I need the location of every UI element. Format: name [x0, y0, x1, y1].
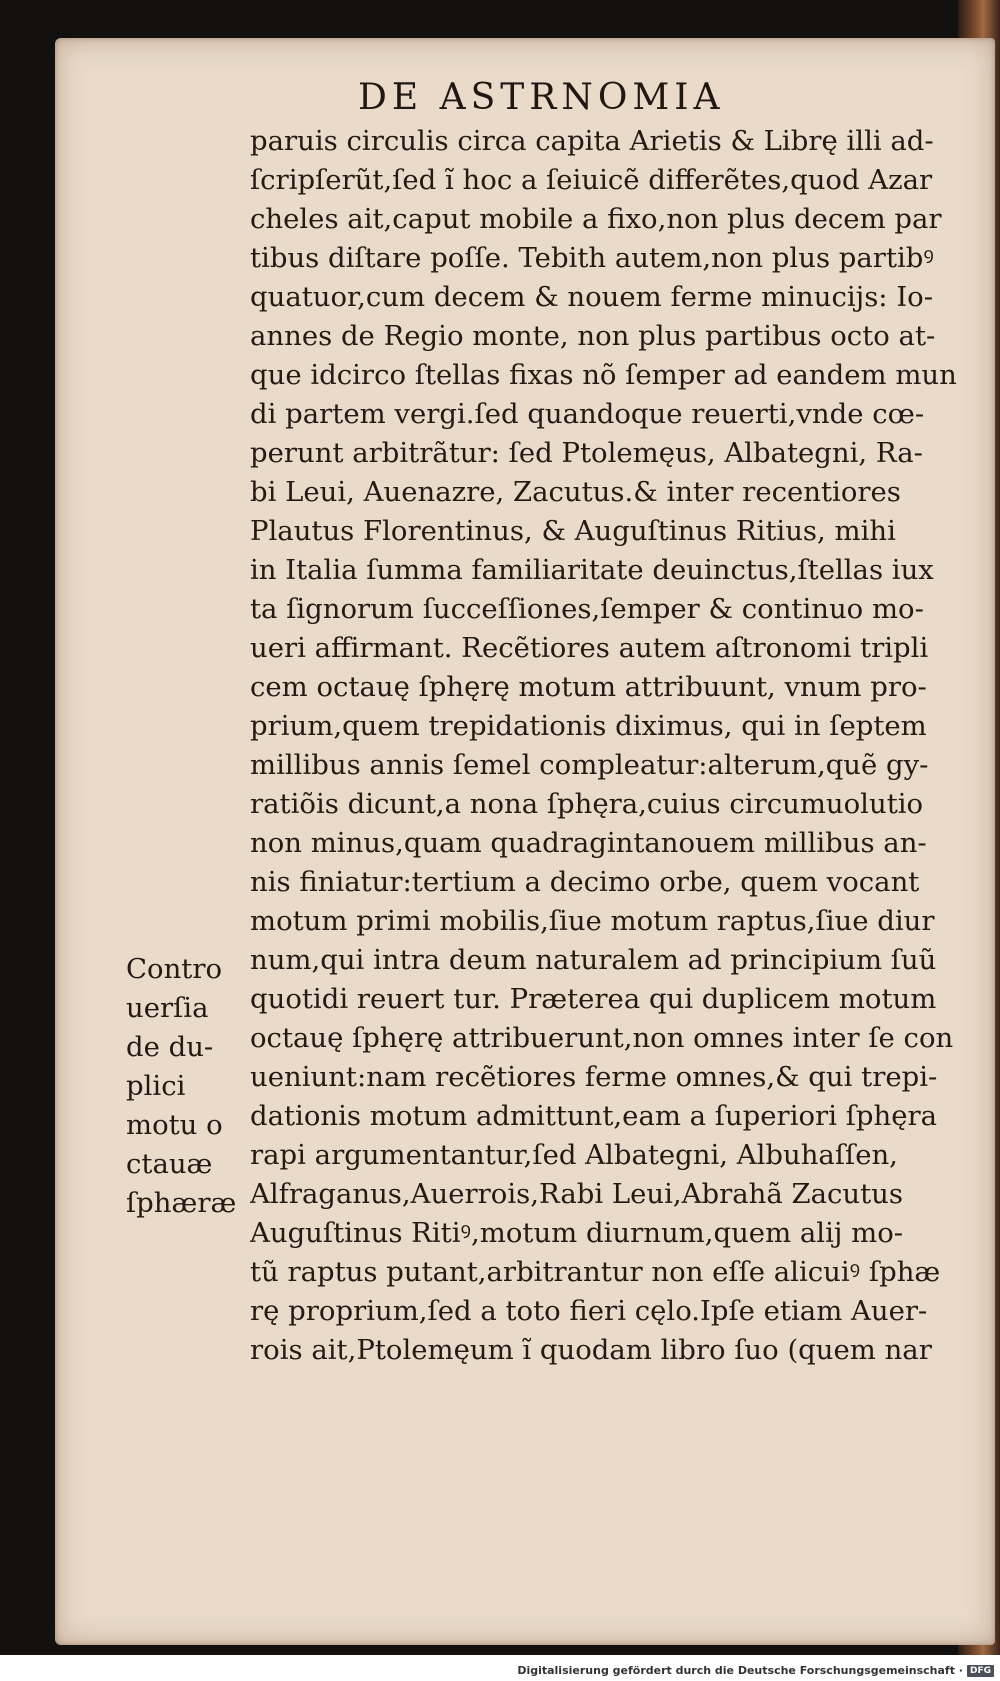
text-line: ueri affirmant. Recẽtiores autem aſtronomi tripli [250, 632, 929, 664]
text-line: Plautus Florentinus, & Auguſtinus Ritius, mihi [250, 515, 896, 547]
text-line: millibus annis ſemel compleatur:alterum,quẽ gy- [250, 749, 929, 781]
text-line: rapi argumentantur,ſed Albategni, Albuhaſſen, [250, 1139, 898, 1171]
text-line: rę proprium,ſed a toto fieri cęlo.Ipſe etiam Auer- [250, 1295, 928, 1327]
text-line: ueniunt:nam recẽtiores ferme omnes,& qui trepi- [250, 1061, 938, 1093]
footer [517, 1664, 994, 1677]
text-line: cheles ait,caput mobile a fixo,non plus decem par [250, 203, 942, 235]
text-line: quatuor,cum decem & nouem ferme minucijs: Io- [250, 281, 934, 313]
text-line: paruis circulis circa capita Arietis & Librę illi ad- [250, 125, 934, 157]
text-line: tũ raptus putant,arbitrantur non eſſe alicuiꝰ ſphæ [250, 1256, 941, 1288]
margin-note-line: uerſia [126, 992, 209, 1024]
text-line: dationis motum admittunt,eam a ſuperiori ſphęra [250, 1100, 938, 1132]
dfg-logo: DFG [967, 1665, 994, 1677]
text-line: motum primi mobilis,ſiue motum raptus,ſiue diur [250, 905, 935, 937]
text-line: Alfraganus,Auerrois,Rabi Leui,Abrahã Zacutus [250, 1178, 903, 1210]
text-line: ratiõis dicunt,a nona ſphęra,cuius circumuolutio [250, 788, 924, 820]
text-line: in Italia ſumma familiaritate deuinctus,ſtellas iux [250, 554, 934, 586]
marginal-note [126, 950, 246, 1223]
margin-note-line: Contro [126, 953, 223, 985]
text-line: non minus,quam quadragintanouem millibus an- [250, 827, 927, 859]
body-text [250, 122, 960, 1370]
text-line: ta ſignorum ſucceſſiones,ſemper & continuo mo- [250, 593, 924, 625]
funding-credit: Digitalisierung gefördert durch die Deutsche Forschungsgemeinschaft · [517, 1664, 963, 1677]
margin-note-line: ctauæ [126, 1148, 213, 1180]
margin-note-line: ſphæræ [126, 1187, 237, 1219]
text-line: num,qui intra deum naturalem ad principium ſuũ [250, 944, 937, 976]
text-line: bi Leui, Auenazre, Zacutus.& inter recentiores [250, 476, 901, 508]
text-line: prium,quem trepidationis diximus, qui in ſeptem [250, 710, 927, 742]
margin-note-line: plici [126, 1070, 186, 1102]
text-line: que idcirco ſtellas fixas nõ ſemper ad eandem mun [250, 359, 957, 391]
text-line: nis finiatur:tertium a decimo orbe, quem vocant [250, 866, 920, 898]
text-line: octauę ſphęrę attribuerunt,non omnes inter ſe con [250, 1022, 954, 1054]
text-line: tibus diſtare poſſe. Tebith autem,non plus partibꝰ [250, 242, 934, 274]
text-line: di partem vergi.ſed quandoque reuerti,vnde cœ- [250, 398, 925, 430]
margin-note-line: de du- [126, 1031, 214, 1063]
text-line: ſcripſerũt,ſed ĩ hoc a ſeiuicẽ differẽtes,quod Azar [250, 164, 933, 196]
text-line: Auguſtinus Ritiꝰ,motum diurnum,quem alij mo- [250, 1217, 904, 1249]
running-head: DE ASTRNOMIA [358, 77, 725, 118]
text-line: cem octauę ſphęrę motum attribuunt, vnum pro- [250, 671, 927, 703]
text-line: rois ait,Ptolemęum ĩ quodam libro ſuo (quem nar [250, 1334, 932, 1366]
margin-note-line: motu o [126, 1109, 223, 1141]
text-line: perunt arbitrãtur: ſed Ptolemęus, Albategni, Ra- [250, 437, 923, 469]
text-line: annes de Regio monte, non plus partibus octo at- [250, 320, 936, 352]
text-line: quotidi reuert tur. Præterea qui duplicem motum [250, 983, 937, 1015]
